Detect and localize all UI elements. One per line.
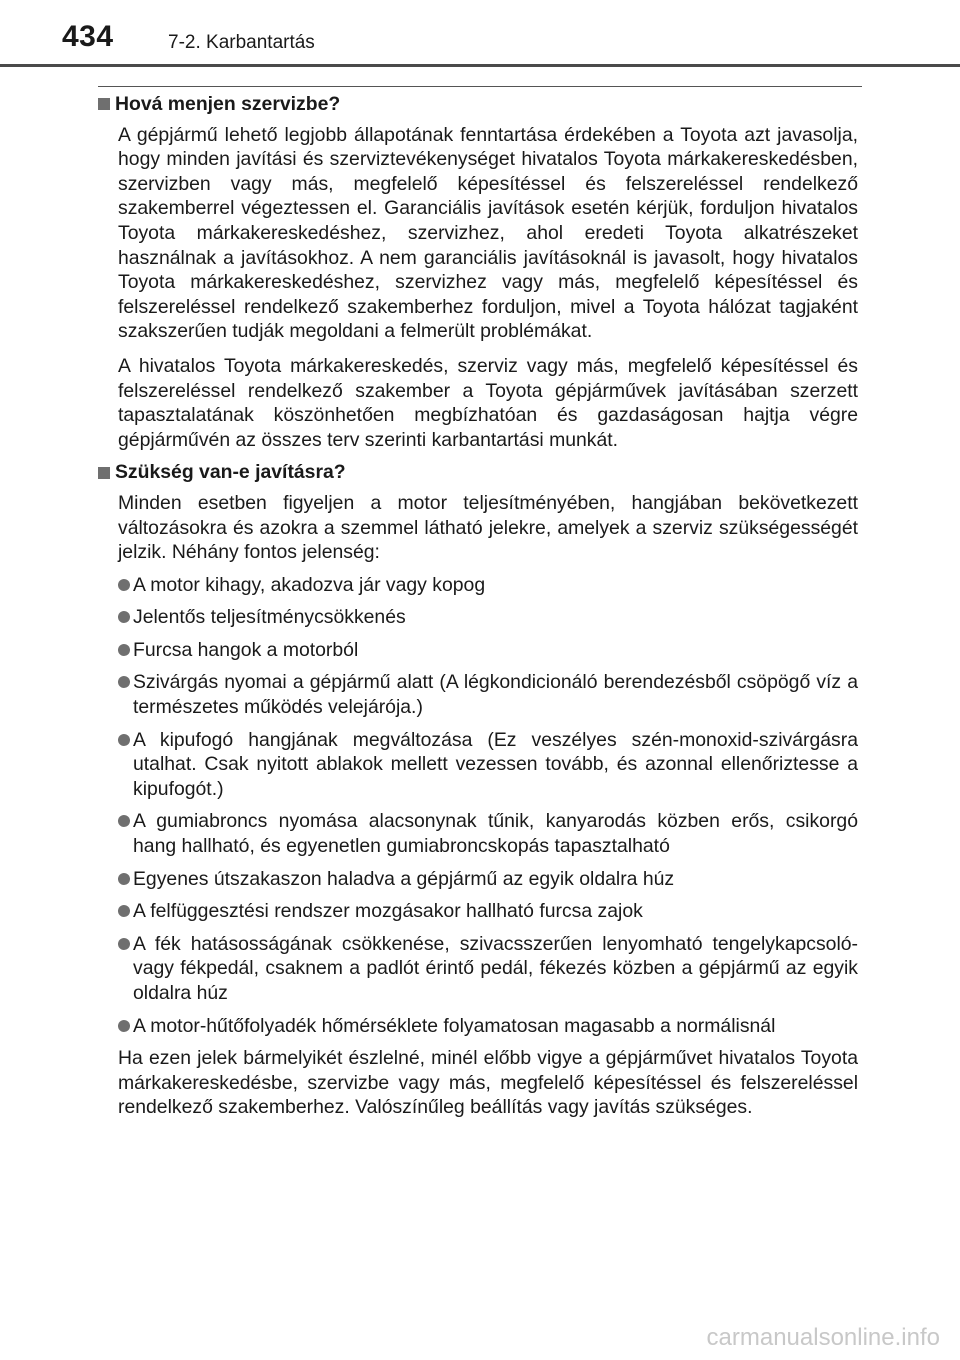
- circle-bullet-icon: [118, 938, 130, 950]
- circle-bullet-icon: [118, 1020, 130, 1032]
- section-title: Szükség van-e javításra?: [115, 461, 346, 484]
- square-bullet-icon: [98, 98, 110, 110]
- circle-bullet-icon: [118, 676, 130, 688]
- square-bullet-icon: [98, 467, 110, 479]
- list-item: [118, 1014, 858, 1039]
- circle-bullet-icon: [118, 734, 130, 746]
- list-item-text: A fék hatásosságának csökkenése, szivacsszerűen lenyomható tengelykapcsoló- vagy fékpedál, csaknem a padlót érintő pedál, fékezés közben a gépjármű az egyik oldalra húz: [133, 932, 858, 1004]
- list-item: [118, 899, 858, 924]
- watermark: carmanualsonline.info: [706, 1324, 940, 1351]
- list-item: [118, 932, 858, 1006]
- list-item: [118, 573, 858, 598]
- main-content: [98, 92, 858, 1120]
- circle-bullet-icon: [118, 644, 130, 656]
- list-item: [118, 638, 858, 663]
- list-item: [118, 809, 858, 858]
- circle-bullet-icon: [118, 873, 130, 885]
- section-heading-repair-needed: [98, 460, 858, 485]
- content-divider: [98, 86, 862, 87]
- paragraph: Minden esetben figyeljen a motor teljesítményében, hangjában bekövetkezett változásokra és azokra a szemmel látható jelekre, amelyek a szerviz szükségességét jelzik. Néhány fontos jelenség:: [118, 491, 858, 564]
- list-item-text: Egyenes útszakaszon haladva a gépjármű az egyik oldalra húz: [133, 867, 675, 890]
- circle-bullet-icon: [118, 905, 130, 917]
- circle-bullet-icon: [118, 579, 130, 591]
- list-item-text: A gumiabroncs nyomása alacsonynak tűnik, kanyarodás közben erős, csikorgó hang hallható, és egyenetlen gumiabroncskopás tapasztalható: [133, 810, 858, 858]
- list-item-text: A motor-hűtőfolyadék hőmérséklete folyamatosan magasabb a normálisnál: [133, 1014, 776, 1037]
- list-item-text: A kipufogó hangjának megváltozása (Ez veszélyes szén-monoxid-szivárgásra utalhat. Csak nyitott ablakok mellett vezessen tovább, és azonnal ellenőriztesse a kipufogót.): [133, 728, 858, 800]
- page-number: 434: [62, 20, 114, 53]
- list-item-text: Furcsa hangok a motorból: [133, 638, 359, 661]
- list-item-text: A motor kihagy, akadozva jár vagy kopog: [133, 573, 486, 596]
- paragraph: A hivatalos Toyota márkakereskedés, szerviz vagy más, megfelelő képesítéssel és felszereléssel rendelkező szakember a Toyota gépjárművek javításában szerzett tapasztalatának köszönhetően megbízhatóan és gazdaságosan hajtja végre gépjárművén az összes terv szerinti karbantartási munkát.: [118, 354, 858, 451]
- section-title: Hová menjen szervizbe?: [115, 93, 341, 115]
- list-item: [118, 867, 858, 892]
- list-item: [118, 605, 858, 630]
- list-item: [118, 728, 858, 802]
- list-item-text: A felfüggesztési rendszer mozgásakor hallható furcsa zajok: [133, 900, 643, 923]
- chapter-title: 7-2. Karbantartás: [168, 32, 315, 53]
- circle-bullet-icon: [118, 611, 130, 623]
- list-item-text: Jelentős teljesítménycsökkenés: [133, 606, 406, 629]
- circle-bullet-icon: [118, 815, 130, 827]
- symptom-list: [98, 573, 858, 1039]
- section-heading-service-location: [98, 92, 858, 117]
- closing-paragraph: Ha ezen jelek bármelyikét észlelné, minél előbb vigye a gépjárművet hivatalos Toyota márkakereskedésbe, szervizbe vagy más, megfelelő képesítéssel és felszereléssel rendelkező szakemberhez. Valószínűleg beállítás vagy javítás szükséges.: [118, 1047, 858, 1119]
- list-item-text: Szivárgás nyomai a gépjármű alatt (A légkondicionáló berendezésből csöpögő víz a természetes működés velejárója.): [133, 671, 858, 719]
- header-divider: [0, 64, 960, 67]
- paragraph: A gépjármű lehető legjobb állapotának fenntartása érdekében a Toyota azt javasolja, hogy minden javítási és szerviztevékenységet hivatalos Toyota márkakereskedésben, szervizben vagy más, megfelelő képesítéssel és felszereléssel rendelkező szakemberrel végeztessen el. Garanciális javítások esetén kérjük, forduljon hivatalos Toyota márkakereskedéshez, szervizhez, ahol eredeti Toyota alkatrészeket használnak a javításokhoz. A nem garanciális javításoknál is javasolt, hogy hivatalos Toyota márkakereskedéshez, szervizhez vagy más, megfelelő képesítéssel és felszereléssel rendelkező szakemberhez forduljon, mivel a Toyota hálózat tagjaként szakszerűen tudják megoldani a felmerült problémákat.: [118, 123, 858, 343]
- list-item: [118, 670, 858, 719]
